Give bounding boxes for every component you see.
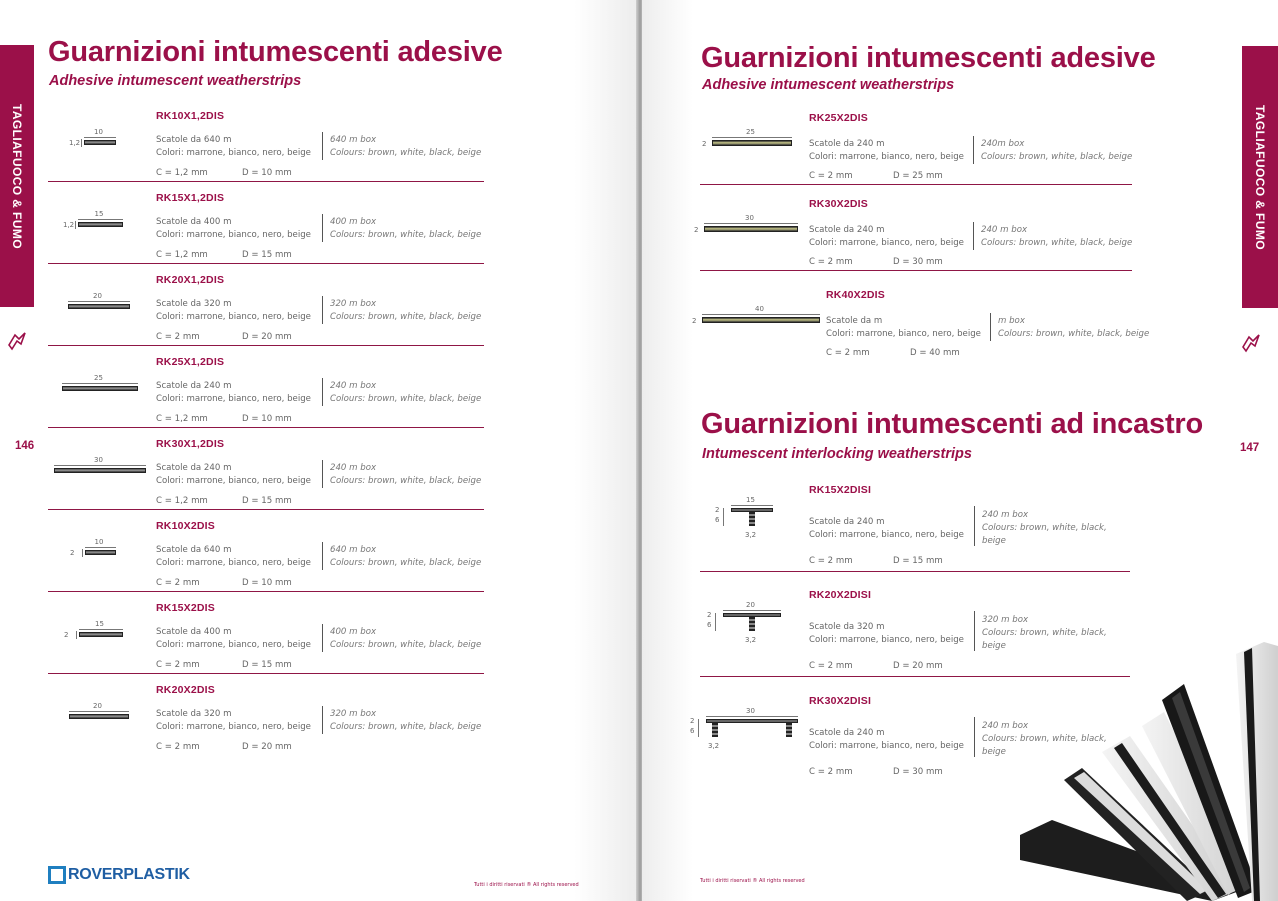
profile-bar (54, 468, 146, 473)
colors-en: Colours: brown, white, black, beige (998, 329, 1150, 339)
colors-en-cont: beige (982, 747, 1006, 757)
colors-en-cont: beige (982, 641, 1006, 651)
profile-bar (62, 386, 138, 391)
section-subtitle: Intumescent interlocking weatherstrips (702, 446, 972, 462)
product-item (642, 484, 1242, 574)
box-size-en: 320 m box (330, 709, 377, 719)
section-title: Guarnizioni intumescenti ad incastro (701, 408, 1203, 440)
colors-it: Colori: marrone, bianco, nero, beige (809, 530, 964, 540)
page-title: Guarnizioni intumescenti adesive (48, 36, 503, 68)
profile-width-label: 10 (94, 538, 104, 546)
profile-dimension-line (69, 711, 129, 712)
product-code: RK30X1,2DIS (156, 438, 225, 450)
profile-width-label: 30 (746, 707, 755, 715)
profile-dimension-line (731, 505, 773, 506)
colors-it: Colori: marrone, bianco, nero, beige (156, 640, 311, 650)
box-size-it: Scatole da 640 m (156, 135, 232, 145)
colors-it: Colori: marrone, bianco, nero, beige (826, 329, 981, 339)
product-code: RK10X1,2DIS (156, 110, 225, 122)
divider (322, 542, 323, 570)
dimension-d: D = 30 mm (893, 767, 943, 777)
profile-height-label: 2 (70, 549, 75, 557)
separator-rule (48, 427, 484, 428)
product-code: RK20X2DISI (809, 589, 872, 601)
colors-it: Colori: marrone, bianco, nero, beige (156, 476, 311, 486)
profile-height-label: 2 (702, 140, 707, 148)
box-size-en: 640 m box (330, 135, 377, 145)
dimension-c: C = 1,2 mm (156, 250, 208, 260)
side-tab-label: TAGLIAFUOCO & FUMO (1253, 104, 1267, 250)
box-size-en: 320 m box (330, 299, 377, 309)
product-item (0, 192, 490, 272)
box-size-it: Scatole da 640 m (156, 545, 232, 555)
box-size-en: 240 m box (981, 225, 1028, 235)
dimension-d: D = 25 mm (893, 171, 943, 181)
side-tab-label: TAGLIAFUOCO & FUMO (10, 103, 24, 249)
box-size-en: 640 m box (330, 545, 377, 555)
separator-rule (48, 263, 484, 264)
rights-notice: Tutti i diritti riservati ® All rights reserved (700, 878, 805, 884)
dimension-d: D = 10 mm (242, 578, 292, 588)
rover-mark-icon (1240, 332, 1262, 354)
divider (973, 222, 974, 250)
page-number: 147 (1240, 442, 1260, 454)
profile-height-tick (723, 508, 724, 526)
divider (322, 296, 323, 324)
box-size-it: Scatole da m (826, 316, 883, 326)
profile-height-tick (715, 613, 716, 631)
colors-en: Colours: brown, white, black, (982, 734, 1107, 744)
profile-dimension-line (85, 547, 116, 548)
profile-width-label: 15 (94, 210, 104, 218)
profile-width-label: 40 (755, 305, 764, 313)
dimension-d: D = 20 mm (242, 332, 292, 342)
product-code: RK30X2DISI (809, 695, 872, 707)
box-size-en: 320 m box (982, 615, 1029, 625)
profile-width-label: 20 (746, 601, 755, 609)
box-size-en: 240 m box (982, 510, 1029, 520)
weatherstrip-photo (1012, 640, 1278, 901)
colors-en: Colours: brown, white, black, beige (981, 152, 1133, 162)
profile-height-label: 2 (707, 611, 712, 619)
box-size-en: m box (998, 316, 1025, 326)
product-item (0, 438, 490, 518)
box-size-it: Scatole da 240 m (156, 463, 232, 473)
dimension-c: C = 2 mm (809, 556, 853, 566)
colors-it: Colori: marrone, bianco, nero, beige (809, 635, 964, 645)
separator-rule (700, 571, 1130, 572)
product-item (0, 602, 490, 682)
profile-bar (704, 226, 798, 232)
profile-height-label: 1,2 (63, 221, 75, 229)
dimension-c: C = 2 mm (809, 257, 853, 267)
dimension-d: D = 20 mm (242, 742, 292, 752)
colors-en: Colours: brown, white, black, beige (330, 312, 482, 322)
dimension-c: C = 2 mm (809, 767, 853, 777)
profile-height-tick (76, 631, 77, 639)
profile-width-label: 20 (93, 292, 102, 300)
product-code: RK20X1,2DIS (156, 274, 225, 286)
side-tab-right (1242, 46, 1278, 308)
colors-en: Colours: brown, white, black, beige (330, 558, 482, 568)
divider (973, 136, 974, 164)
divider (974, 506, 975, 546)
divider (990, 313, 991, 341)
profile-bar (85, 550, 116, 555)
profile-width-label: 10 (94, 128, 103, 136)
profile-dimension-line (706, 716, 798, 717)
colors-it: Colori: marrone, bianco, nero, beige (809, 238, 964, 248)
dimension-d: D = 40 mm (910, 348, 960, 358)
profile-height-label: 1,2 (69, 139, 81, 147)
box-size-it: Scatole da 320 m (156, 709, 232, 719)
dimension-d: D = 30 mm (893, 257, 943, 267)
dimension-d: D = 10 mm (242, 168, 292, 178)
profile-width-label: 30 (94, 456, 103, 464)
profile-dimension-line (704, 223, 798, 224)
profile-bar (84, 140, 116, 145)
product-item (0, 520, 490, 600)
profile-dimension-line (702, 314, 820, 315)
profile-stem (712, 723, 718, 737)
dimension-c: C = 2 mm (809, 171, 853, 181)
colors-en-cont: beige (982, 536, 1006, 546)
product-code: RK25X1,2DIS (156, 356, 225, 368)
colors-en: Colours: brown, white, black, beige (330, 640, 482, 650)
product-item (0, 684, 490, 764)
profile-height-tick (698, 719, 699, 737)
product-item (642, 198, 1242, 278)
dimension-c: C = 2 mm (809, 661, 853, 671)
colors-en: Colours: brown, white, black, beige (330, 148, 482, 158)
separator-rule (48, 181, 484, 182)
dimension-c: C = 1,2 mm (156, 496, 208, 506)
profile-flange (706, 719, 798, 723)
divider (322, 460, 323, 488)
box-size-it: Scatole da 320 m (156, 299, 232, 309)
profile-height-tick (75, 221, 76, 229)
box-size-it: Scatole da 240 m (809, 517, 885, 527)
profile-dimension-line (84, 137, 116, 138)
divider (322, 624, 323, 652)
box-size-en: 400 m box (330, 217, 377, 227)
dimension-c: C = 1,2 mm (156, 414, 208, 424)
profile-height-label: 2 (690, 717, 695, 725)
page-title: Guarnizioni intumescenti adesive (701, 42, 1156, 74)
box-size-it: Scatole da 240 m (809, 728, 885, 738)
profile-bar (712, 140, 792, 146)
page-number: 146 (15, 440, 35, 452)
profile-bar (79, 632, 123, 637)
dimension-d: D = 15 mm (242, 250, 292, 260)
profile-width-label: 25 (94, 374, 103, 382)
profile-width-label: 15 (95, 620, 104, 628)
brand-logo (48, 866, 190, 884)
box-size-it: Scatole da 240 m (809, 139, 885, 149)
product-code: RK20X2DIS (156, 684, 215, 696)
divider (974, 611, 975, 651)
profile-height-label: 2 (715, 506, 720, 514)
dimension-d: D = 15 mm (893, 556, 943, 566)
colors-en: Colours: brown, white, black, beige (330, 722, 482, 732)
colors-it: Colori: marrone, bianco, nero, beige (809, 152, 964, 162)
product-item (0, 274, 490, 354)
separator-rule (48, 673, 484, 674)
box-size-it: Scatole da 240 m (809, 225, 885, 235)
colors-it: Colori: marrone, bianco, nero, beige (156, 558, 311, 568)
profile-width-label: 20 (93, 702, 102, 710)
separator-rule (48, 509, 484, 510)
separator-rule (700, 184, 1132, 185)
profile-stem (786, 723, 792, 737)
profile-bar (68, 304, 130, 309)
dimension-c: C = 2 mm (156, 660, 200, 670)
colors-it: Colori: marrone, bianco, nero, beige (809, 741, 964, 751)
divider (322, 706, 323, 734)
dimension-d: D = 15 mm (242, 660, 292, 670)
product-code: RK30X2DIS (809, 198, 868, 210)
profile-depth-label: 6 (715, 516, 720, 524)
profile-height-label: 2 (64, 631, 69, 639)
divider (322, 132, 323, 160)
dimension-c: C = 1,2 mm (156, 168, 208, 178)
profile-bar (78, 222, 123, 227)
product-item (0, 356, 490, 436)
right-page (642, 0, 1278, 901)
box-size-it: Scatole da 400 m (156, 217, 232, 227)
profile-stem (749, 512, 755, 526)
profile-stem (749, 617, 755, 631)
profile-dimension-line (79, 629, 123, 630)
profile-height-label: 2 (692, 317, 697, 325)
box-size-en: 400 m box (330, 627, 377, 637)
colors-en: Colours: brown, white, black, beige (981, 238, 1133, 248)
product-code: RK40X2DIS (826, 289, 885, 301)
profile-bar (702, 317, 820, 323)
profile-height-tick (81, 139, 82, 147)
colors-en: Colours: brown, white, black, beige (330, 394, 482, 404)
profile-bar (69, 714, 129, 719)
divider (974, 717, 975, 757)
profile-dimension-line (78, 219, 123, 220)
page-subtitle: Adhesive intumescent weatherstrips (49, 73, 302, 89)
profile-width-label: 30 (745, 214, 754, 222)
box-size-en: 240m box (981, 139, 1025, 149)
profile-stem-label: 3,2 (708, 742, 720, 750)
box-size-en: 240 m box (982, 721, 1029, 731)
dimension-d: D = 15 mm (242, 496, 292, 506)
product-item (642, 289, 1242, 369)
separator-rule (48, 591, 484, 592)
colors-it: Colori: marrone, bianco, nero, beige (156, 148, 311, 158)
profile-stem-label: 3,2 (745, 636, 757, 644)
separator-rule (700, 270, 1132, 271)
brand-mark-icon (48, 866, 66, 884)
dimension-c: C = 2 mm (156, 332, 200, 342)
box-size-en: 240 m box (330, 381, 377, 391)
product-code: RK15X2DISI (809, 484, 872, 496)
profile-dimension-line (68, 301, 130, 302)
left-page (0, 0, 638, 901)
profile-depth-label: 6 (707, 621, 712, 629)
divider (322, 378, 323, 406)
product-code: RK10X2DIS (156, 520, 215, 532)
divider (322, 214, 323, 242)
profile-height-label: 2 (694, 226, 699, 234)
profile-stem-label: 3,2 (745, 531, 757, 539)
profile-dimension-line (723, 610, 781, 611)
colors-it: Colori: marrone, bianco, nero, beige (156, 312, 311, 322)
product-item (642, 112, 1242, 192)
colors-it: Colori: marrone, bianco, nero, beige (156, 394, 311, 404)
product-item (0, 110, 490, 190)
profile-dimension-line (54, 465, 146, 466)
product-code: RK25X2DIS (809, 112, 868, 124)
profile-depth-label: 6 (690, 727, 695, 735)
box-size-it: Scatole da 320 m (809, 622, 885, 632)
dimension-d: D = 10 mm (242, 414, 292, 424)
colors-en: Colours: brown, white, black, beige (330, 476, 482, 486)
product-code: RK15X1,2DIS (156, 192, 225, 204)
dimension-c: C = 2 mm (156, 742, 200, 752)
rights-notice: Tutti i diritti riservati ® All rights reserved (474, 882, 579, 888)
separator-rule (48, 345, 484, 346)
product-code: RK15X2DIS (156, 602, 215, 614)
colors-en: Colours: brown, white, black, (982, 628, 1107, 638)
brand-name: ROVERPLASTIK (68, 866, 190, 883)
profile-dimension-line (712, 137, 792, 138)
page-subtitle: Adhesive intumescent weatherstrips (702, 77, 955, 93)
profile-width-label: 25 (746, 128, 755, 136)
dimension-d: D = 20 mm (893, 661, 943, 671)
dimension-c: C = 2 mm (156, 578, 200, 588)
profile-height-tick (82, 549, 83, 557)
dimension-c: C = 2 mm (826, 348, 870, 358)
colors-it: Colori: marrone, bianco, nero, beige (156, 722, 311, 732)
colors-it: Colori: marrone, bianco, nero, beige (156, 230, 311, 240)
box-size-it: Scatole da 400 m (156, 627, 232, 637)
box-size-en: 240 m box (330, 463, 377, 473)
profile-width-label: 15 (746, 496, 755, 504)
profile-dimension-line (62, 383, 138, 384)
box-size-it: Scatole da 240 m (156, 381, 232, 391)
colors-en: Colours: brown, white, black, (982, 523, 1107, 533)
colors-en: Colours: brown, white, black, beige (330, 230, 482, 240)
